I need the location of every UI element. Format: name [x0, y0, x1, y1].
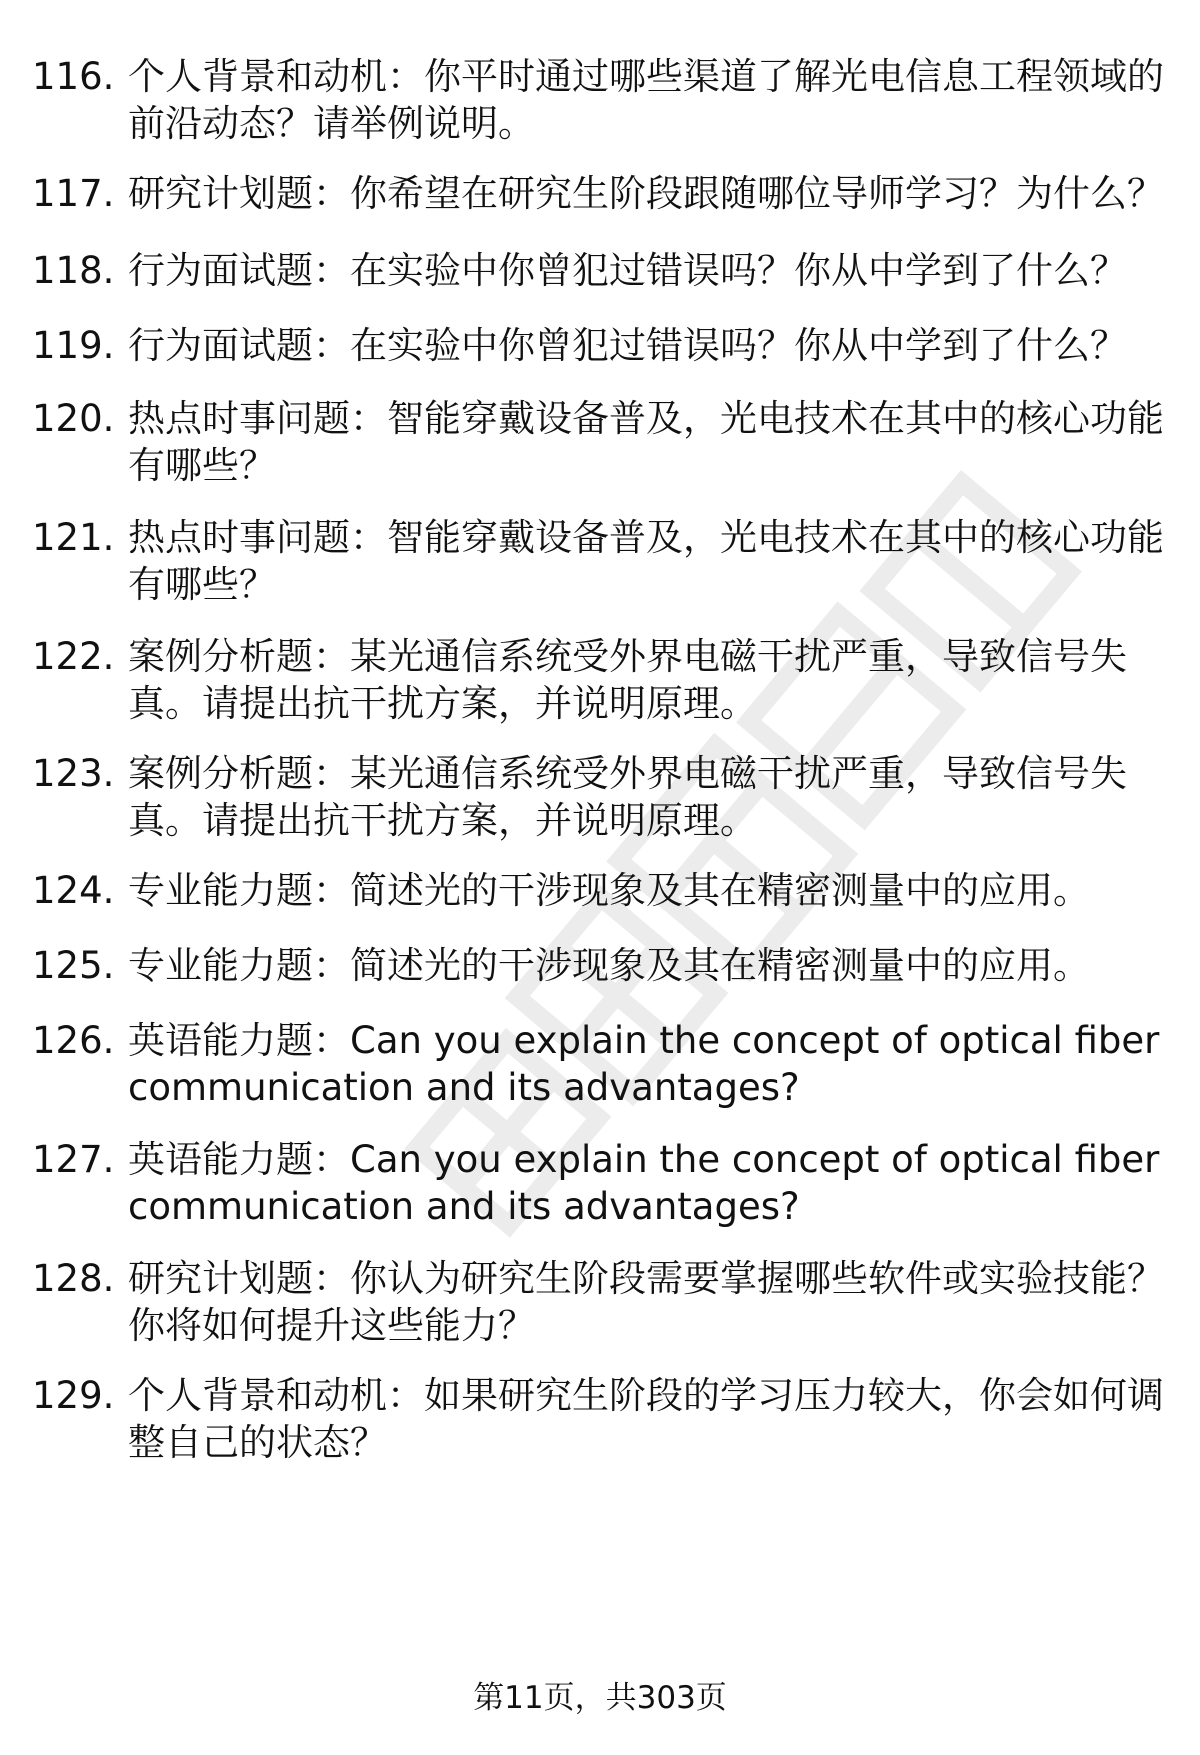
- question-number: 120.: [32, 397, 115, 440]
- question-text: [128, 247, 1148, 294]
- question-line: 行为面试题：在实验中你曾犯过错误吗？你从中学到了什么？: [128, 324, 1127, 367]
- question-text: [128, 1372, 1164, 1466]
- question-line: 研究计划题：你希望在研究生阶段跟随哪位导师学习？为什么？: [128, 172, 1164, 215]
- question-number: 117.: [32, 172, 115, 215]
- question-line: 专业能力题：简述光的干涉现象及其在精密测量中的应用。: [128, 944, 1090, 987]
- question-line: 研究计划题：你认为研究生阶段需要掌握哪些软件或实验技能？: [128, 1257, 1164, 1300]
- question-number: 119.: [32, 324, 115, 367]
- question-number: 126.: [32, 1019, 115, 1062]
- question-line: 有哪些？: [128, 563, 276, 606]
- question-line: 英语能力题：Can you explain the concept of optical fiber: [128, 1019, 1160, 1062]
- question-text: [128, 942, 1148, 989]
- question-line: 英语能力题：Can you explain the concept of optical fiber: [128, 1138, 1160, 1181]
- question-number: 128.: [32, 1257, 115, 1300]
- page-number-footer: 第11页，共303页: [473, 1680, 727, 1716]
- question-number: 129.: [32, 1374, 115, 1417]
- question-text: [128, 322, 1148, 369]
- question-line: 专业能力题：简述光的干涉现象及其在精密测量中的应用。: [128, 869, 1090, 912]
- question-number: 127.: [32, 1138, 115, 1181]
- question-text: [128, 633, 1148, 727]
- question-line: 个人背景和动机：你平时通过哪些渠道了解光电信息工程领域的: [128, 55, 1164, 98]
- question-line: communication and its advantages?: [128, 1066, 800, 1109]
- question-number: 121.: [32, 516, 115, 559]
- question-number: 123.: [32, 752, 115, 795]
- question-text: [128, 1136, 1160, 1230]
- question-line: 案例分析题：某光通信系统受外界电磁干扰严重，导致信号失: [128, 752, 1127, 795]
- question-text: [128, 170, 1164, 217]
- question-number: 124.: [32, 869, 115, 912]
- question-number: 118.: [32, 249, 115, 292]
- question-line: 个人背景和动机：如果研究生阶段的学习压力较大，你会如何调: [128, 1374, 1164, 1417]
- question-line: 真。请提出抗干扰方案，并说明原理。: [128, 799, 757, 842]
- question-line: 案例分析题：某光通信系统受外界电磁干扰严重，导致信号失: [128, 635, 1127, 678]
- question-line: 有哪些？: [128, 444, 276, 487]
- question-text: [128, 395, 1164, 489]
- question-line: communication and its advantages?: [128, 1185, 800, 1228]
- question-text: [128, 750, 1148, 844]
- question-number: 122.: [32, 635, 115, 678]
- question-line: 真。请提出抗干扰方案，并说明原理。: [128, 682, 757, 725]
- question-text: [128, 53, 1164, 147]
- question-text: [128, 514, 1164, 608]
- question-text: [128, 867, 1148, 914]
- question-line: 热点时事问题：智能穿戴设备普及，光电技术在其中的核心功能: [128, 516, 1164, 559]
- question-line: 前沿动态？请举例说明。: [128, 102, 535, 145]
- question-text: [128, 1255, 1164, 1349]
- question-number: 125.: [32, 944, 115, 987]
- question-number: 116.: [32, 55, 115, 98]
- question-text: [128, 1017, 1160, 1111]
- question-line: 行为面试题：在实验中你曾犯过错误吗？你从中学到了什么？: [128, 249, 1127, 292]
- question-line: 热点时事问题：智能穿戴设备普及，光电技术在其中的核心功能: [128, 397, 1164, 440]
- question-line: 你将如何提升这些能力？: [128, 1304, 535, 1347]
- question-line: 整自己的状态？: [128, 1421, 387, 1464]
